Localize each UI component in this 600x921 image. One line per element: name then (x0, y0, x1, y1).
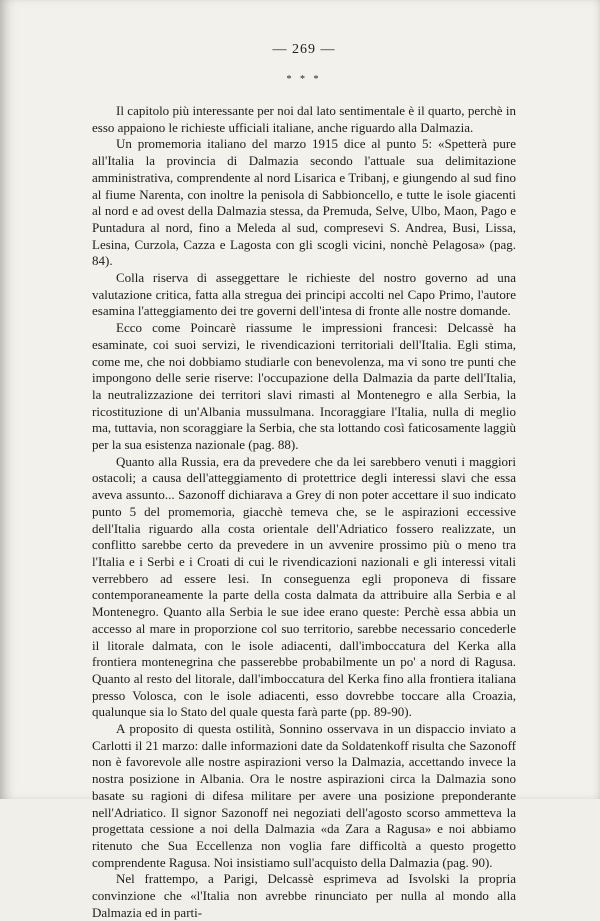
paragraph: Il capitolo più interessante per noi dal lato sentimentale è il quarto, perchè in esso appaiono le richieste ufficiali italiane, anche riguardo alla Dalmazia. (92, 103, 516, 135)
page-number: — 269 — (272, 42, 336, 57)
paragraph: Quanto alla Russia, era da prevedere che da lei sarebbero venuti i maggiori ostacoli; a causa dell'atteggiamento di protettrice degli interessi slavi che essa aveva assunto... Sazonoff dichiarava a Grey di non poter accettare il suo indicato punto 5 del promemoria, giacchè temeva che, se le aspirazioni eccessive dell'Italia riguardo alla costa orientale dell'Adriatico fossero realizzate, un conflitto sarebbe certo da prevedere in un avvenire prossimo più o meno tra l'Italia e i Serbi e i Croati di cui le rivendicazioni nazionali e gli interessi vitali verrebbero ad essere lesi. In conseguenza egli proponeva di fissare contemporaneamente la parte della costa dalmata da attribuire alla Serbia e al Montenegro. Quanto alla Serbia le sue idee erano queste: Perchè essa abbia un accesso al mare in proporzione col suo territorio, sarebbe necessario concederle il litorale dalmata, con le isole adiacenti, dall'imboccatura del Kerka alla frontiera montenegrina che passerebbe probabilmente un po' a nord di Ragusa. Quanto al resto del litorale, dall'imboccatura del Kerka fino alla frontiera italiana presso Volosca, con le isole adiacenti, esso dovrebbe toccare alla Croazia, qualunque sia lo Stato del quale questa farà parte (pp. 89-90). (92, 453, 516, 720)
paragraph: Un promemoria italiano del marzo 1915 dice al punto 5: «Spetterà pure all'Italia la provincia di Dalmazia secondo l'attuale sua delimitazione amministrativa, comprendente al nord Lisarica e Tribanj, e giungendo al sud fino al fiume Narenta, con inoltre la penisola di Sabbioncello, e tutte le isole giacenti al nord e ad ovest della Dalmazia stessa, da Premuda, Selve, Ulbo, Maon, Pago e Puntadura al nord, fino a Meleda al sud, compresevi S. Andrea, Busi, Lissa, Lesina, Curzola, Cazza e Lagosta con gli scogli vicini, nonchè Pelagosa» (pag. 84). (92, 136, 516, 269)
body-text (92, 103, 516, 921)
paragraph: Ecco come Poincarè riassume le impressioni francesi: Delcassè ha esaminate, coi suoi servizi, le rivendicazioni territoriali dell'Italia. Egli stima, come me, che noi dobbiamo studiarle con benevolenza, ma vi sono tre punti che impongono delle serie riserve: l'occupazione della Dalmazia da parte dell'Italia, la neutralizzazione dei territori slavi rimasti al Montenegro e alla Serbia, la ricostituzione di un'Albania mussulmana. Incoraggiare l'Italia, nulla di meglio ma, tuttavia, non scoraggiare la Serbia, che sta lottando così faticosamente laggiù per la sua esistenza nazionale (pag. 88). (92, 320, 516, 453)
section-separator: * * * (286, 74, 322, 85)
paragraph: A proposito di questa ostilità, Sonnino osservava in un dispaccio inviato a Carlotti il 21 marzo: dalle informazioni date da Soldatenkoff risulta che Sazonoff non è favorevole alle nostre aspirazioni verso la Dalmazia, accettando invece la nostra posizione in Albania. Ora le nostre aspirazioni circa la Dalmazia sono basate su ragioni di difesa militare per avere una posizione preponderante nell'Adriatico. Il signor Sazonoff nei negoziati dell'agosto scorso ammetteva la progettata cessione a noi della Dalmazia «da Zara a Ragusa» e noi abbiamo ritenuto che Sua Eccellenza non voglia fare difficoltà a questo progetto comprendente Ragusa. Noi insistiamo sull'acquisto della Dalmazia (pag. 90). (92, 721, 516, 870)
paragraph: Colla riserva di asseggettare le richieste del nostro governo ad una valutazione critica, fatta alla stregua dei principi accolti nel Capo Primo, l'autore esamina l'atteggiamento dei tre governi dell'intesa di fronte alle nostre domande. (92, 270, 516, 319)
paragraph: Nel frattempo, a Parigi, Delcassè esprimeva ad Isvolski la propria convinzione che «l'Italia non avrebbe rinunciato per nulla al mondo alla Dalmazia ed in parti- (92, 871, 516, 920)
